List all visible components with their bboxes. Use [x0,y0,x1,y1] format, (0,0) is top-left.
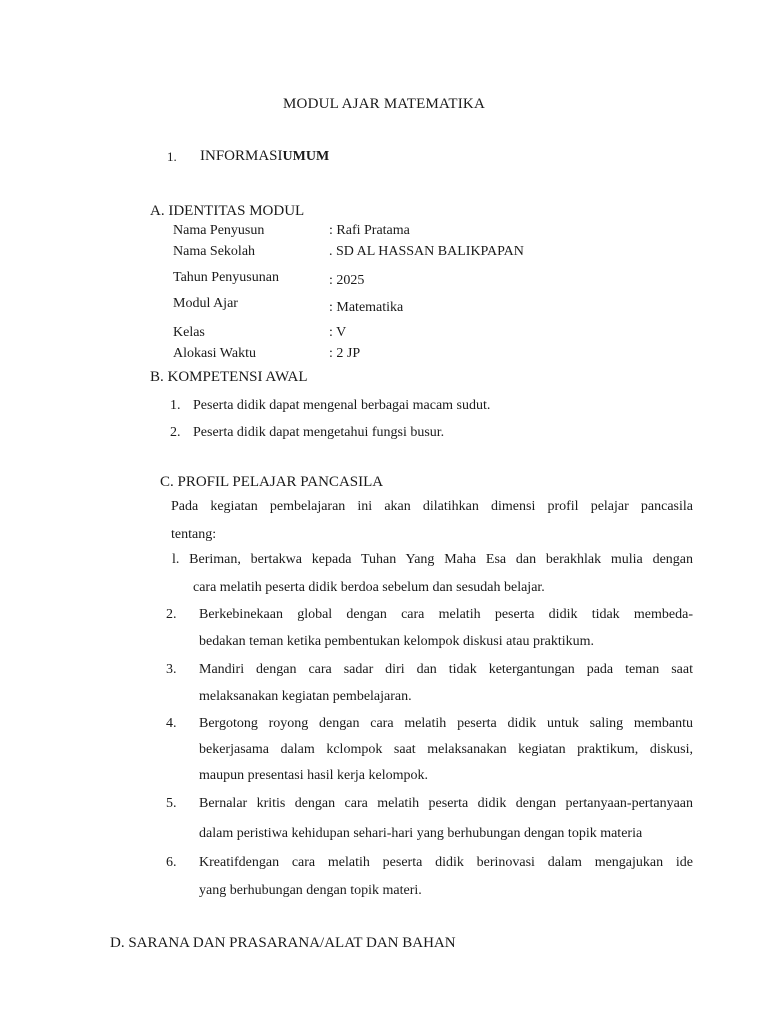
identity-value: : 2 JP [329,346,361,361]
identity-value: : Rafi Pratama [329,223,410,238]
paragraph-line: tentang: [171,527,217,542]
paragraph-line: Pada kegiatan pembelajaran ini akan dilatihkan dimensi profil pelajar pancasila [171,499,693,514]
list-item-continuation: cara melatih peserta didik berdoa sebelum dan sesudah belajar. [193,580,545,595]
section-a-heading: A. IDENTITAS MODUL [150,203,305,219]
identity-value: : V [329,325,347,340]
list-item: Bergotong royong dengan cara melatih peserta didik untuk saling membantu [199,716,693,731]
identity-label: Modul Ajar [173,296,238,311]
list-item-number: 2. [170,425,181,440]
list-item: Peserta didik dapat mengenal berbagai macam sudut. [193,398,491,413]
section-d-heading: D. SARANA DAN PRASARANA/ALAT DAN BAHAN [110,935,456,951]
info-number: 1. [167,149,177,164]
info-heading [200,148,329,165]
list-item-number: 4. [166,716,177,731]
list-item-number: 5. [166,796,177,811]
list-item-continuation: yang berhubungan dengan topik materi. [199,883,422,898]
identity-label: Nama Sekolah [173,244,256,259]
identity-value: : Matematika [329,300,404,315]
list-item-continuation: bedakan teman ketika pembentukan kelompok diskusi atau praktikum. [199,634,595,649]
info-heading-part-a: INFORMASI [200,148,283,164]
list-item: l. Beriman, bertakwa kepada Tuhan Yang Maha Esa dan berakhlak mulia dengan [172,552,693,567]
identity-value: : 2025 [329,273,365,288]
list-item-number: 1. [170,398,181,413]
identity-value: . SD AL HASSAN BALIKPAPAN [329,244,524,259]
list-item-number: 3. [166,662,177,677]
list-item-continuation: melaksanakan kegiatan pembelajaran. [199,689,412,704]
list-item: Kreatifdengan cara melatih peserta didik berinovasi dalam mengajukan ide [199,855,693,870]
list-item: Berkebinekaan global dengan cara melatih peserta didik tidak membeda- [199,607,693,622]
list-item: Peserta didik dapat mengetahui fungsi busur. [193,425,445,440]
list-item-continuation: maupun presentasi hasil kerja kelompok. [199,768,428,783]
section-c-heading: C. PROFIL PELAJAR PANCASILA [160,474,384,490]
list-item: Bernalar kritis dengan cara melatih peserta didik dengan pertanyaan-pertanyaan [199,796,693,811]
document-title: MODUL AJAR MATEMATIKA [283,96,485,112]
info-heading-part-b: UMUM [282,149,330,164]
list-item-continuation: dalam peristiwa kehidupan sehari-hari yang berhubungan dengan topik materia [199,826,643,841]
identity-label: Alokasi Waktu [173,346,256,361]
identity-label: Kelas [173,325,205,340]
list-item-continuation: bekerjasama dalam kclompok saat melaksanakan kegiatan praktikum, diskusi, [199,742,693,757]
list-item-number: 2. [166,607,177,622]
identity-label: Nama Penyusun [173,223,265,238]
list-item: Mandiri dengan cara sadar diri dan tidak ketergantungan pada teman saat [199,662,693,677]
list-item-number: 6. [166,855,177,870]
identity-label: Tahun Penyusunan [173,270,279,285]
section-b-heading: B. KOMPETENSI AWAL [150,369,308,385]
